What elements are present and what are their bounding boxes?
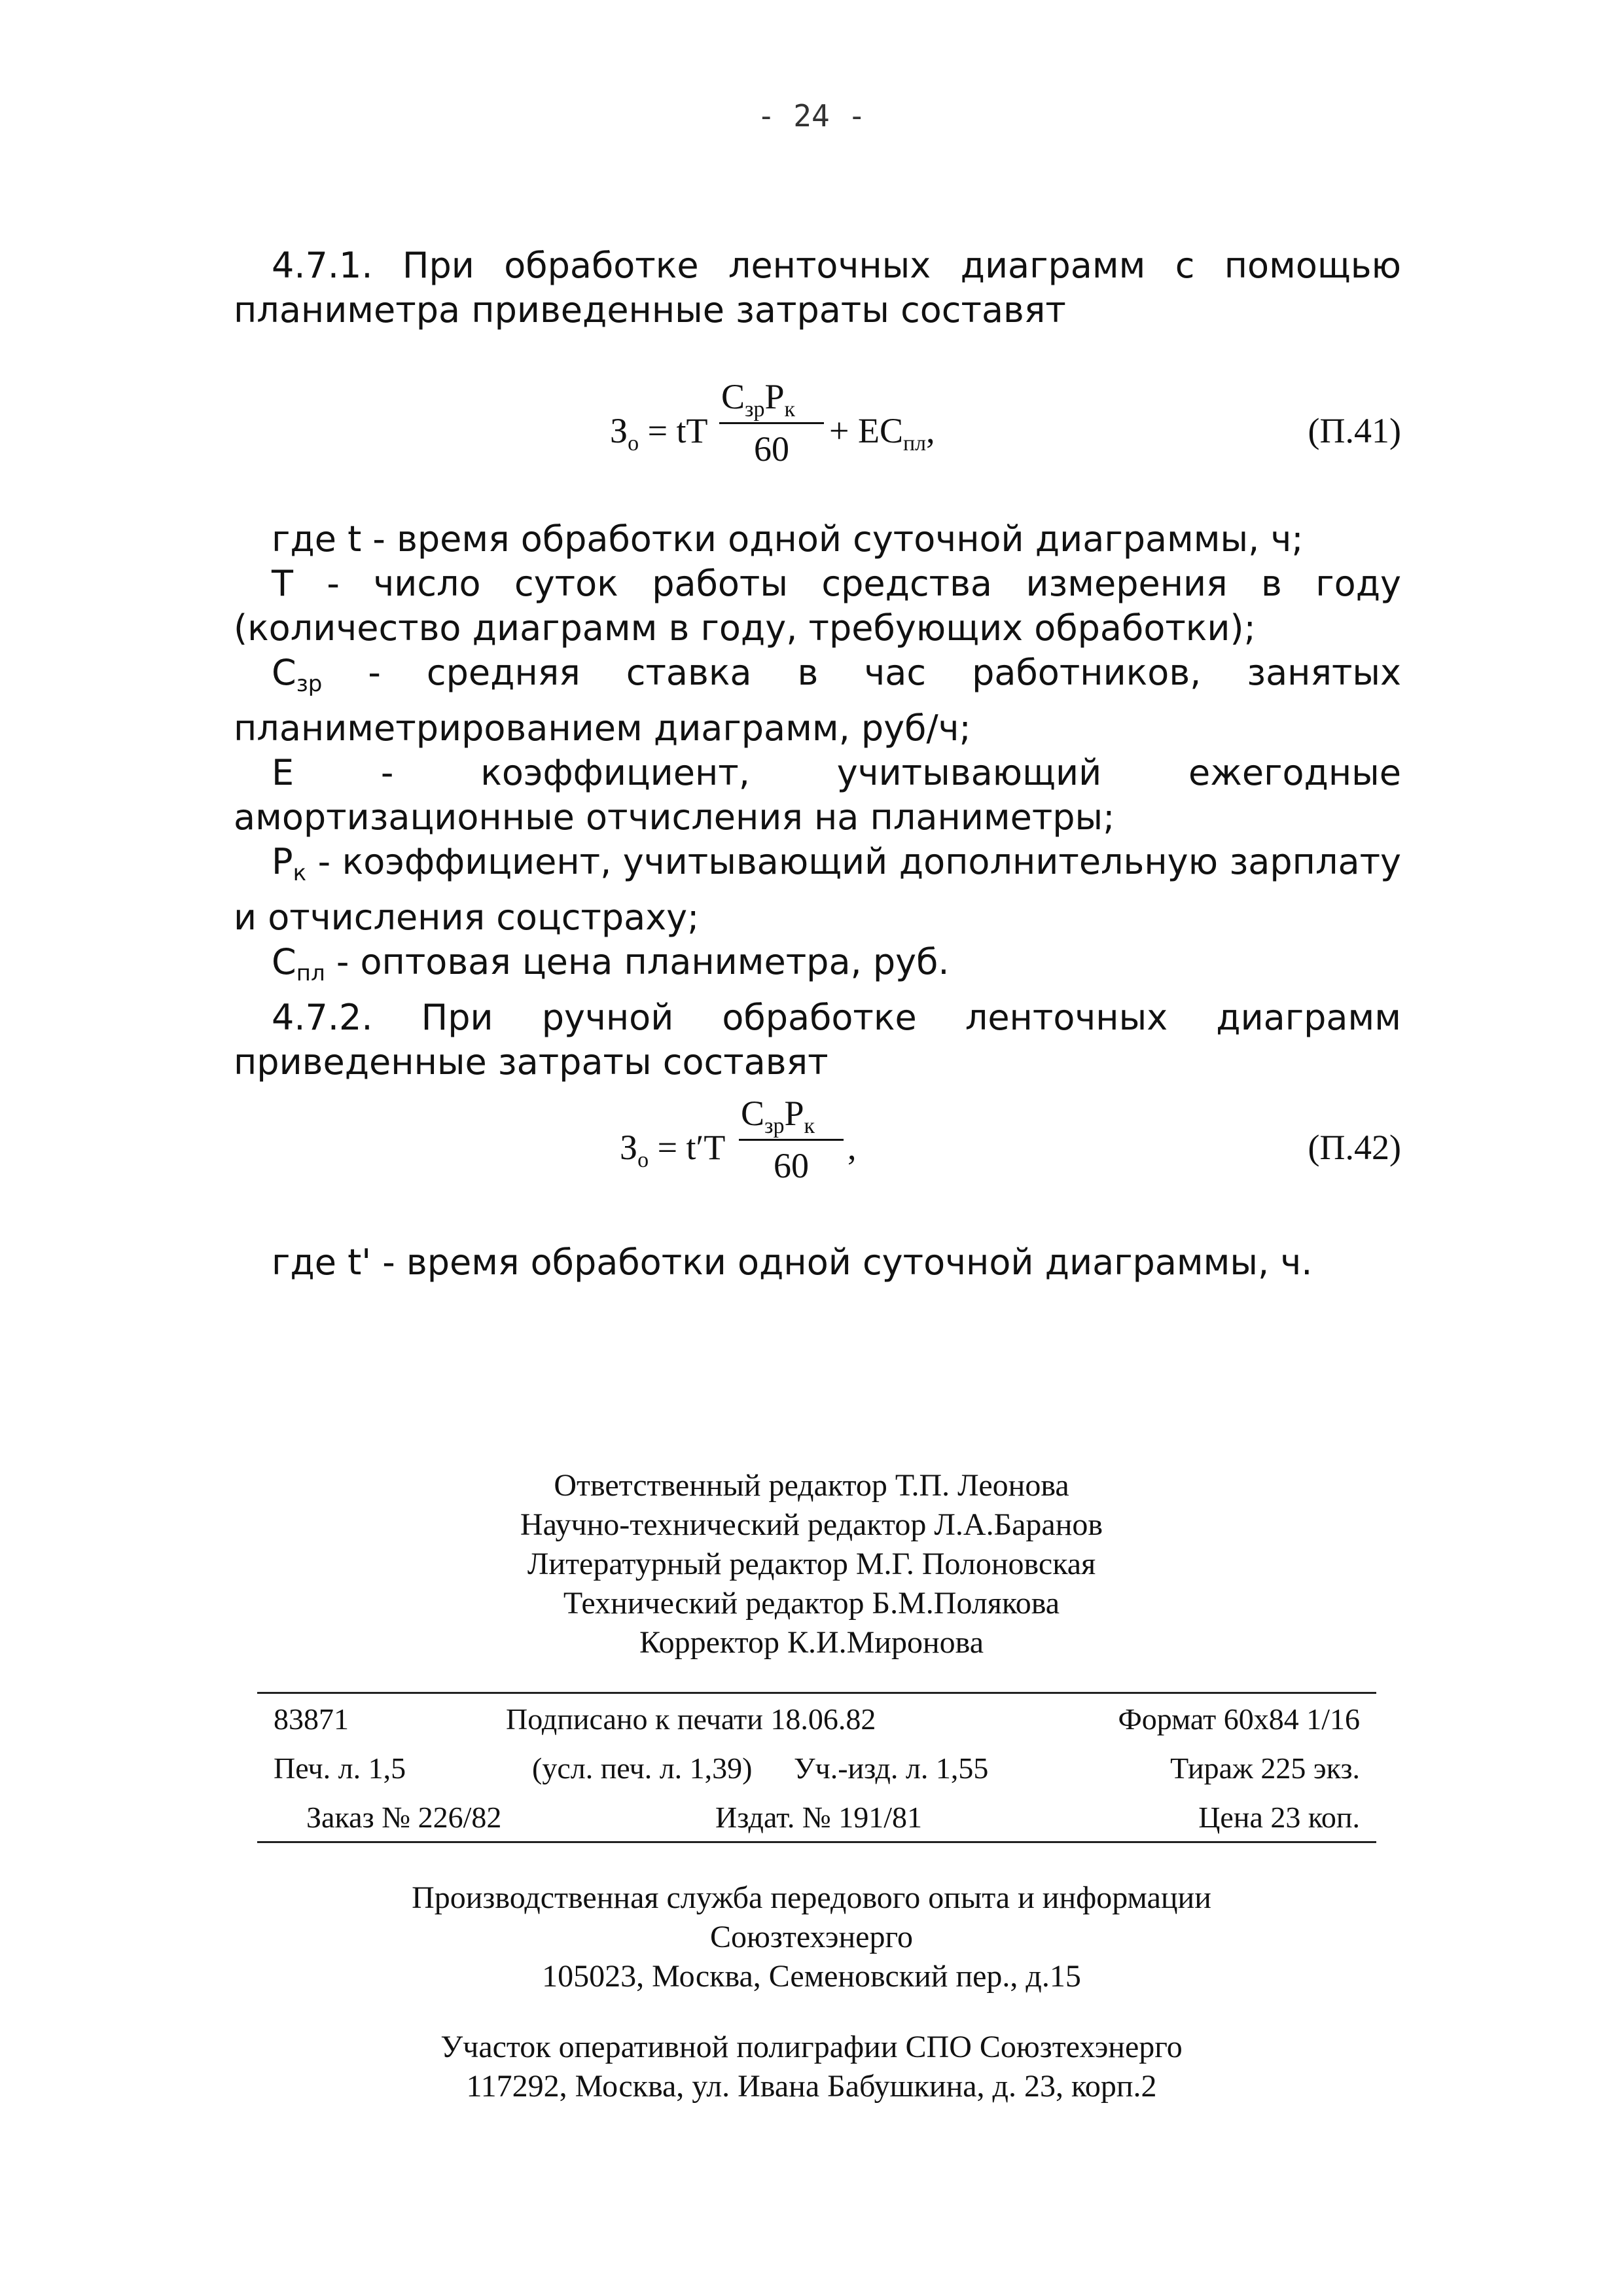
formula-p42-fraction-bar <box>739 1139 844 1141</box>
definition-t-prime: где t' - время обработки одной суточной диаграммы, ч. <box>272 1242 1313 1283</box>
credit-scientific-editor: Научно-технический редактор Л.А.Баранов <box>520 1507 1103 1542</box>
imprint-order-number: Заказ № 226/82 <box>306 1801 502 1834</box>
definition-E: Е - коэффициент, учитывающий ежегодные амортизационные отчисления на планиметры; <box>234 752 1401 838</box>
printer-name: Участок оперативной полиграфии СПО Союзтехэнерго <box>440 2030 1183 2064</box>
imprint-publishing-sheets: Уч.-изд. л. 1,55 <box>794 1751 989 1785</box>
publisher-block <box>0 1878 1623 1996</box>
page-number: - 24 - <box>757 98 866 134</box>
credit-literary-editor: Литературный редактор М.Г. Полоновская <box>527 1547 1096 1581</box>
imprint-print-sheets: Печ. л. 1,5 <box>274 1751 406 1785</box>
formula-p42-denominator: 60 <box>774 1146 809 1185</box>
printer-address: 117292, Москва, ул. Ивана Бабушкина, д. 23, корп.2 <box>466 2069 1157 2104</box>
formula-p41-lhs: $З_о$ = tT <box>610 411 708 456</box>
imprint-order-code: 83871 <box>274 1702 349 1736</box>
imprint-publication-number: Издат. № 191/81 <box>715 1801 923 1834</box>
imprint-row-2 <box>257 1743 1376 1792</box>
formula-p42-tail: , <box>847 1128 857 1167</box>
imprint-row-3 <box>257 1792 1376 1841</box>
formula-p42-numerator: $С_{зр}Р_к$ <box>741 1094 815 1138</box>
definition-c-zr: $С_{зр}$ - средняя ставка в час работников, занятых планиметрированием диаграмм, руб/ч; <box>234 652 1401 749</box>
imprint-circulation: Тираж 225 экз. <box>1170 1751 1360 1785</box>
publisher-name: Союзтехэнерго <box>710 1920 913 1954</box>
publisher-address: 105023, Москва, Семеновский пер., д.15 <box>542 1959 1081 1994</box>
formula-p41-tag: (П.41) <box>1308 411 1401 450</box>
definition-T: Т - число суток работы средства измерения в году (количество диаграмм в году, требующих обработки); <box>234 563 1401 649</box>
imprint-table <box>257 1692 1376 1843</box>
formula-p41 <box>234 376 1401 488</box>
imprint-signed: Подписано к печати 18.06.82 <box>506 1702 876 1736</box>
definitions-block <box>234 517 1401 1085</box>
section-4-7-1-paragraph: 4.7.1. При обработке ленточных диаграмм с помощью планиметра приведенные затраты составят <box>234 245 1401 331</box>
definition-p-k: $Р_к$ - коэффициент, учитывающий дополнительную зарплату и отчисления соцстраху; <box>234 841 1401 938</box>
publisher-service: Производственная служба передового опыта и информации <box>412 1880 1211 1915</box>
formula-p42-tag: (П.42) <box>1308 1128 1401 1167</box>
formula-p41-numerator: $С_{зр}Р_к$ <box>721 377 796 422</box>
imprint-format: Формат 60х84 1/16 <box>1118 1702 1360 1736</box>
imprint-conditional-sheets: (усл. печ. л. 1,39) <box>532 1751 753 1785</box>
imprint-row-1 <box>257 1694 1376 1743</box>
imprint-price: Цена 23 коп. <box>1198 1801 1360 1834</box>
section-4-7-2-paragraph: 4.7.2. При ручной обработке ленточных диаграмм приведенные затраты составят <box>234 997 1401 1083</box>
credit-responsible-editor: Ответственный редактор Т.П. Леонова <box>554 1468 1069 1503</box>
credit-proofreader: Корректор К.И.Миронова <box>639 1625 984 1660</box>
formula-p41-fraction-bar <box>719 422 824 424</box>
formula-p42-lhs: $З_о = t'T$ <box>620 1128 726 1172</box>
definition-t: где t - время обработки одной суточной диаграммы, ч; <box>272 518 1304 560</box>
formula-p41-plus-term: + $ЕС_{пл}$, <box>829 411 935 456</box>
credit-technical-editor: Технический редактор Б.М.Полякова <box>563 1586 1060 1621</box>
definition-c-pl: $С_{пл}$ - оптовая цена планиметра, руб. <box>272 941 950 986</box>
formula-p41-denominator: 60 <box>754 429 789 469</box>
editorial-credits <box>0 1466 1623 1662</box>
formula-p42 <box>234 1093 1401 1204</box>
printer-block <box>0 2028 1623 2106</box>
